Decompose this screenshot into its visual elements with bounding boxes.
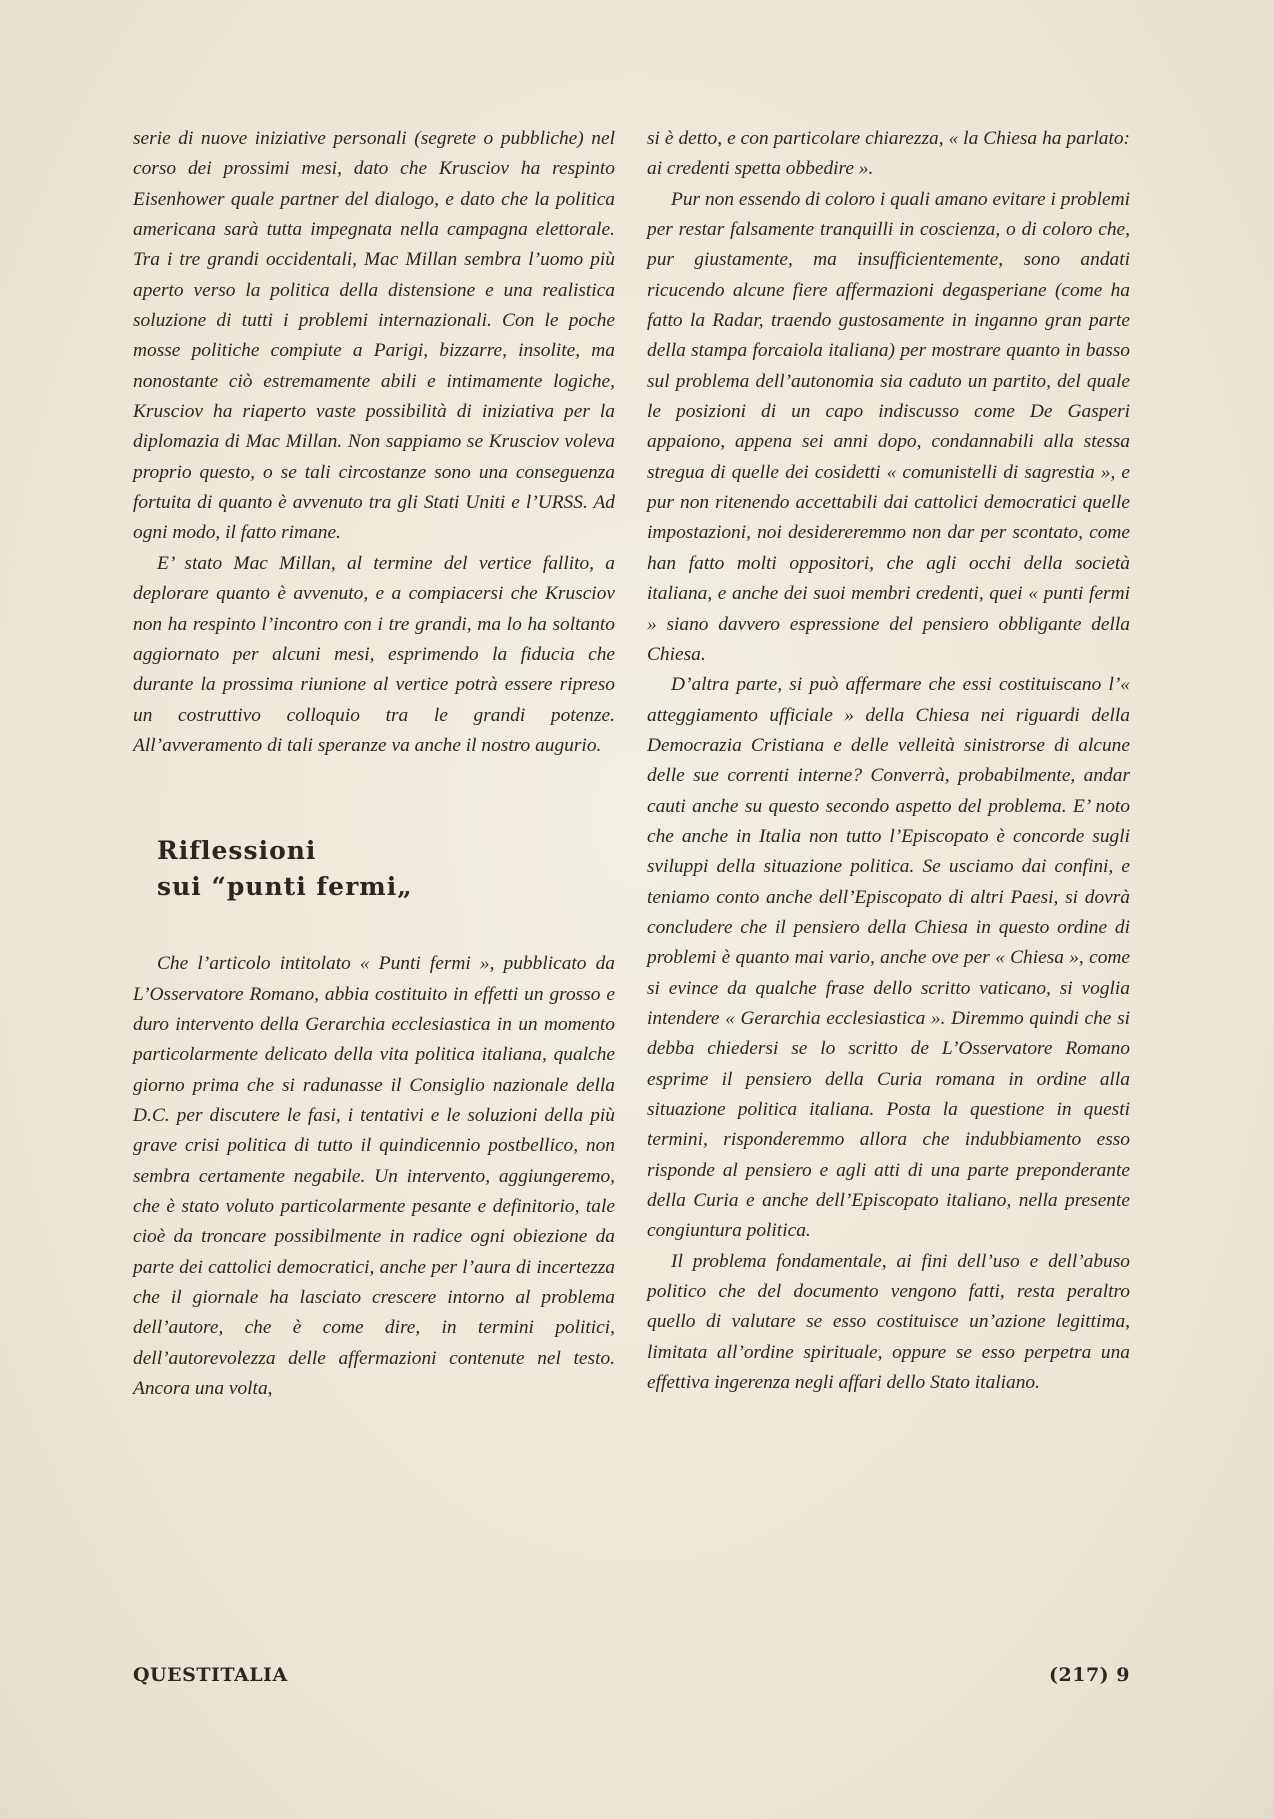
paragraph: Che l’articolo intitolato « Punti fermi », pubblicato da L’Osservatore Romano, abbia costituito in effetti un grosso e duro intervento della Gerarchia ecclesiastica in un momento particolarmente delicato della vita politica italiana, qualche giorno prima che si radunasse il Consiglio nazionale della D.C. per discutere le fasi, i tentativi e le soluzioni della più grave crisi politica di tutto il quindicennio postbellico, non sembra certamente negabile. Un intervento, aggiungeremo, che è stato voluto particolarmente pesante e definitorio, tale cioè da troncare possibilmente in radice ogni obiezione da parte dei cattolici democratici, anche per l’aura di incertezza che il giornale ha lasciato crescere intorno al problema dell’autore, che è come dire, in termini politici, dell’autorevolezza delle affermazioni contenute nel testo. Ancora una volta,	[133, 953, 615, 1400]
section-heading	[133, 833, 615, 905]
paragraph: si è detto, e con particolare chiarezza, « la Chiesa ha parlato: ai credenti spetta obbedire ».	[647, 128, 1130, 180]
right-column	[647, 124, 1130, 1398]
publication-name: QUESTITALIA	[133, 1664, 288, 1686]
paragraph: serie di nuove iniziative personali (segrete o pubbliche) nel corso dei prossimi mesi, dato che Krusciov ha respinto Eisenhower quale partner del dialogo, e dato che la politica americana sarà tutta impegnata nella campagna elettorale. Tra i tre grandi occidentali, Mac Millan sembra l’uomo più aperto verso la politica della distensione e una realistica soluzione di tutti i problemi internazionali. Con le poche mosse politiche compiute a Parigi, bizzarre, insolite, ma nonostante ciò estremamente abili e intimamente logiche, Krusciov ha riaperto vaste possibilità di iniziativa per la diplomazia di Mac Millan. Non sappiamo se Krusciov voleva proprio questo, o se tali circostanze sono una conseguenza fortuita di quanto è avvenuto tra gli Stati Uniti e l’URSS. Ad ogni modo, il fatto rimane.	[133, 128, 615, 544]
left-column	[133, 124, 615, 1404]
paragraph: E’ stato Mac Millan, al termine del vertice fallito, a deplorare quanto è avvenuto, e a compiacersi che Krusciov non ha respinto l’incontro con i tre grandi, ma lo ha soltanto aggiornato per alcuni mesi, esprimendo la fiducia che durante la prossima riunione al vertice potrà essere ripreso un costruttivo colloquio tra le grandi potenze. All’avveramento di tali speranze va anche il nostro augurio.	[133, 552, 615, 756]
paragraph: Il problema fondamentale, ai fini dell’uso e dell’abuso politico che del documento vengono fatti, resta peraltro quello di valutare se esso costituisce un’azione legittima, limitata all’ordine spirituale, oppure se esso perpetra una effettiva ingerenza negli affari dello Stato italiano.	[647, 1250, 1130, 1394]
heading-line-1: Riflessioni	[157, 836, 317, 866]
page-number: (217) 9	[1049, 1664, 1130, 1686]
paragraph: D’altra parte, si può affermare che essi costituiscano l’« atteggiamento ufficiale » della Chiesa nei riguardi della Democrazia Cristiana e delle velleità sinistrorse di alcune delle sue correnti interne? Converrà, probabilmente, andar cauti anche su questo secondo aspetto del problema. E’ noto che anche in Italia non tutto l’Episcopato è concorde sugli sviluppi della situazione politica. Se usciamo dai confini, e teniamo conto anche dell’Episcopato di altri Paesi, si dovrà concludere che il pensiero della Chiesa in questo ordine di problemi è quanto mai vario, anche ove per « Chiesa », come si evince da qualche frase dello scritto vaticano, si voglia intendere « Gerarchia ecclesiastica ». Diremmo quindi che si debba chiedersi se lo scritto de L’Osservatore Romano esprime il pensiero della Curia romana in ordine alla situazione politica italiana. Posta la questione in questi termini, risponderemmo allora che indubbiamento esso risponde al pensiero e agli atti di una parte preponderante della Curia e anche dell’Episcopato italiano, nella presente congiuntura politica.	[647, 674, 1130, 1242]
paragraph: Pur non essendo di coloro i quali amano evitare i problemi per restar falsamente tranquilli in coscienza, o di coloro che, pur giustamente, ma insufficientemente, sono andati ricucendo alcune fiere affermazioni degasperiane (come ha fatto la Radar, traendo gustosamente in inganno gran parte della stampa forcaiola italiana) per mostrare quanto in basso sul problema dell’autonomia sia caduto un partito, del quale le posizioni di un capo indiscusso come De Gasperi appaiono, appena sei anni dopo, condannabili alla stessa stregua di quelle dei cosidetti « comunistelli di sagrestia », e pur non ritenendo accettabili dai cattolici democratici quelle impostazioni, noi desidereremmo non dar per scontato, come han fatto molti oppositori, che agli occhi della società italiana, e anche dei suoi membri credenti, quei « punti fermi » siano davvero espressione del pensiero obbligante della Chiesa.	[647, 188, 1130, 665]
page-footer	[133, 1664, 1130, 1686]
heading-line-2: sui “punti fermi„	[157, 872, 413, 902]
